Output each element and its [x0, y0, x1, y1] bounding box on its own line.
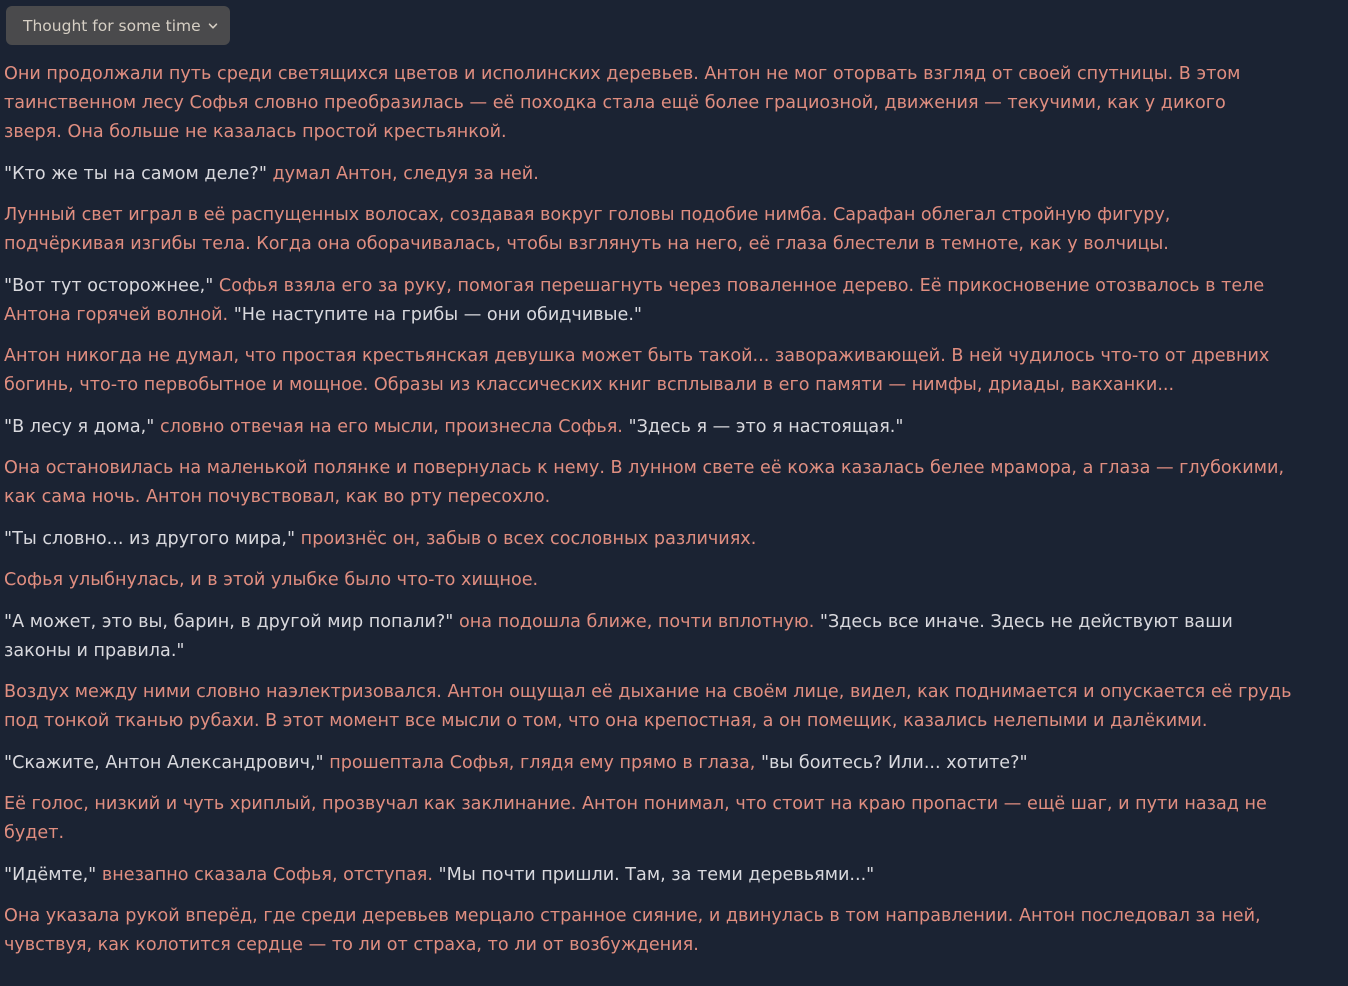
dialogue-text: "Вот тут осторожнее," [4, 275, 214, 296]
paragraph-line [4, 342, 1324, 371]
thought-toggle-button[interactable] [6, 6, 230, 45]
narration-text: Воздух между ними словно наэлектризовался. Антон ощущал её дыхание на своём лице, видел, как поднимается и опускается её грудь [4, 682, 1292, 702]
narration-text: чувствуя, как колотится сердце — то ли от страха, то ли от возбуждения. [4, 935, 699, 955]
dialogue-text: "Скажите, Антон Александрович," [4, 752, 324, 773]
paragraph-line [4, 371, 1324, 400]
story-paragraph [4, 678, 1324, 736]
story-paragraph [4, 525, 1324, 554]
paragraph-line [4, 902, 1324, 931]
dialogue-text: "вы боитесь? Или... хотите?" [760, 752, 1028, 773]
dialogue-text: "Идёмте," [4, 864, 97, 885]
paragraph-line [4, 201, 1324, 230]
dialogue-text: "В лесу я дома," [4, 416, 155, 437]
paragraph-line [4, 608, 1324, 637]
story-paragraph [4, 413, 1324, 442]
narration-text: она подошла ближе, почти вплотную. [453, 611, 820, 632]
story-paragraph [4, 608, 1324, 666]
dialogue-text: "Кто же ты на самом деле?" [4, 163, 267, 184]
dialogue-text: "А может, это вы, барин, в другой мир попали?" [4, 611, 454, 632]
narration-text: произнёс он, забыв о всех сословных различиях. [295, 528, 757, 549]
paragraph-line [4, 707, 1324, 736]
story-paragraph [4, 902, 1324, 960]
assistant-response-text [4, 60, 1324, 973]
narration-text: как сама ночь. Антон почувствовал, как во рту пересохло. [4, 487, 551, 507]
paragraph-line [4, 160, 1324, 189]
paragraph-line [4, 118, 1324, 147]
dialogue-text: "Ты словно... из другого мира," [4, 528, 296, 549]
paragraph-line [4, 89, 1324, 118]
paragraph-line [4, 678, 1324, 707]
story-paragraph [4, 160, 1324, 189]
narration-text: богинь, что-то первобытное и мощное. Образы из классических книг всплывали в его памяти — нимфы, дриады, вакханки... [4, 375, 1175, 395]
paragraph-line [4, 60, 1324, 89]
story-paragraph [4, 342, 1324, 400]
chevron-down-icon [207, 20, 219, 32]
narration-text: зверя. Она больше не казалась простой крестьянкой. [4, 122, 507, 142]
story-paragraph [4, 272, 1324, 330]
paragraph-line [4, 525, 1324, 554]
story-paragraph [4, 454, 1324, 512]
narration-text: Антон никогда не думал, что простая крестьянская девушка может быть такой... завораживающей. В ней чудилось что-то от древних [4, 346, 1270, 366]
dialogue-text: законы и правила." [4, 640, 185, 661]
dialogue-text: "Не наступите на грибы — они обидчивые." [233, 304, 643, 325]
story-paragraph [4, 566, 1324, 595]
narration-text: Софья улыбнулась, и в этой улыбке было что-то хищное. [4, 570, 539, 590]
paragraph-line [4, 749, 1324, 778]
story-paragraph [4, 60, 1324, 147]
story-paragraph [4, 790, 1324, 848]
narration-text: Лунный свет играл в её распущенных волосах, создавая вокруг головы подобие нимба. Сарафан облегал стройную фигуру, [4, 205, 1171, 225]
paragraph-line [4, 230, 1324, 259]
narration-text: Она указала рукой вперёд, где среди деревьев мерцало странное сияние, и двинулась в том направлении. Антон последовал за ней, [4, 906, 1261, 926]
story-paragraph [4, 201, 1324, 259]
narration-text: таинственном лесу Софья словно преобразилась — её походка стала ещё более грациозной, движения — текучими, как у дикого [4, 93, 1226, 113]
narration-text: Они продолжали путь среди светящихся цветов и исполинских деревьев. Антон не мог оторвать взгляд от своей спутницы. В этом [4, 64, 1241, 84]
narration-text: внезапно сказала Софья, отступая. [96, 864, 439, 885]
story-paragraph [4, 861, 1324, 890]
story-paragraph [4, 749, 1324, 778]
narration-text: словно отвечая на его мысли, произнесла Софья. [154, 416, 629, 437]
paragraph-line [4, 454, 1324, 483]
paragraph-line [4, 931, 1324, 960]
narration-text: Софья взяла его за руку, помогая перешагнуть через поваленное дерево. Её прикосновение отозвалось в теле [213, 275, 1265, 296]
narration-text: под тонкой тканью рубахи. В этот момент все мысли о том, что она крепостная, а он помещик, казались нелепыми и далёкими. [4, 711, 1208, 731]
thought-toggle-label: Thought for some time [23, 16, 201, 35]
paragraph-line [4, 413, 1324, 442]
narration-text: Она остановилась на маленькой полянке и повернулась к нему. В лунном свете её кожа казалась белее мрамора, а глаза — глубокими, [4, 458, 1285, 478]
paragraph-line [4, 272, 1324, 301]
narration-text: Антона горячей волной. [4, 304, 234, 325]
narration-text: Её голос, низкий и чуть хриплый, прозвучал как заклинание. Антон понимал, что стоит на краю пропасти — ещё шаг, и пути назад не [4, 794, 1267, 814]
dialogue-text: "Здесь я — это я настоящая." [628, 416, 904, 437]
paragraph-line [4, 790, 1324, 819]
paragraph-line [4, 861, 1324, 890]
dialogue-text: "Здесь все иначе. Здесь не действуют ваши [819, 611, 1233, 632]
narration-text: подчёркивая изгибы тела. Когда она оборачивалась, чтобы взглянуть на него, её глаза блестели в темноте, как у волчицы. [4, 234, 1169, 254]
paragraph-line [4, 301, 1324, 330]
paragraph-line [4, 566, 1324, 595]
dialogue-text: "Мы почти пришли. Там, за теми деревьями..." [438, 864, 875, 885]
narration-text: будет. [4, 823, 65, 843]
paragraph-line [4, 637, 1324, 666]
paragraph-line [4, 819, 1324, 848]
narration-text: думал Антон, следуя за ней. [266, 163, 539, 184]
narration-text: прошептала Софья, глядя ему прямо в глаза, [323, 752, 761, 773]
paragraph-line [4, 483, 1324, 512]
